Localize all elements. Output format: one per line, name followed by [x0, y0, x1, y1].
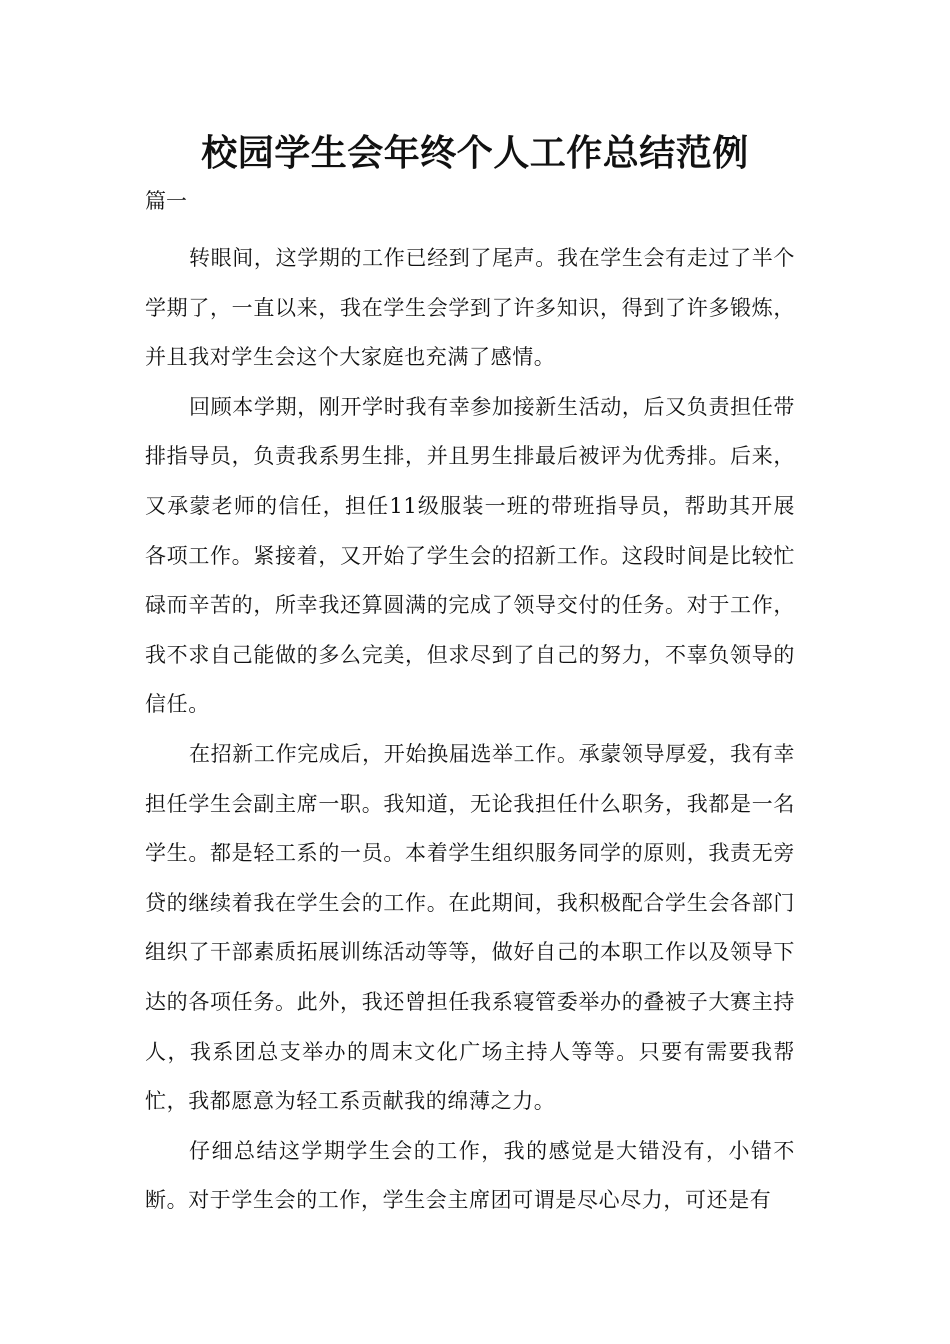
paragraph: 在招新工作完成后，开始换届选举工作。承蒙领导厚爱，我有幸担任学生会副主席一职。我知道，无论我担任什么职务，我都是一名学生。都是轻工系的一员。本着学生组织服务同学的原则，我责无旁贷的继续着我在学生会的工作。在此期间，我积极配合学生会各部门组织了干部素质拓展训练活动等等，做好自己的本职工作以及领导下达的各项任务。此外，我还曾担任我系寝管委举办的叠被子大赛主持人，我系团总支举办的周末文化广场主持人等等。只要有需要我帮忙，我都愿意为轻工系贡献我的绵薄之力。: [145, 741, 795, 1114]
paragraph: 转眼间，这学期的工作已经到了尾声。我在学生会有走过了半个学期了，一直以来，我在学生会学到了许多知识，得到了许多锻炼，并且我对学生会这个大家庭也充满了感情。: [145, 246, 795, 370]
paragraph: 仔细总结这学期学生会的工作，我的感觉是大错没有，小错不断。对于学生会的工作，学生会主席团可谓是尽心尽力，可还是有: [145, 1138, 795, 1213]
document-title: 校园学生会年终个人工作总结范例: [201, 132, 749, 174]
paragraph: 回顾本学期，刚开学时我有幸参加接新生活动，后又负责担任带排指导员，负责我系男生排，并且男生排最后被评为优秀排。后来，又承蒙老师的信任，担任11级服装一班的带班指导员，帮助其开展各项工作。紧接着，又开始了学生会的招新工作。这段时间是比较忙碌而辛苦的，所幸我还算圆满的完成了领导交付的任务。对于工作，我不求自己能做的多么完美，但求尽到了自己的努力，不辜负领导的信任。: [145, 394, 795, 717]
section-label: 篇一: [145, 189, 187, 213]
document-body: [145, 234, 795, 1226]
